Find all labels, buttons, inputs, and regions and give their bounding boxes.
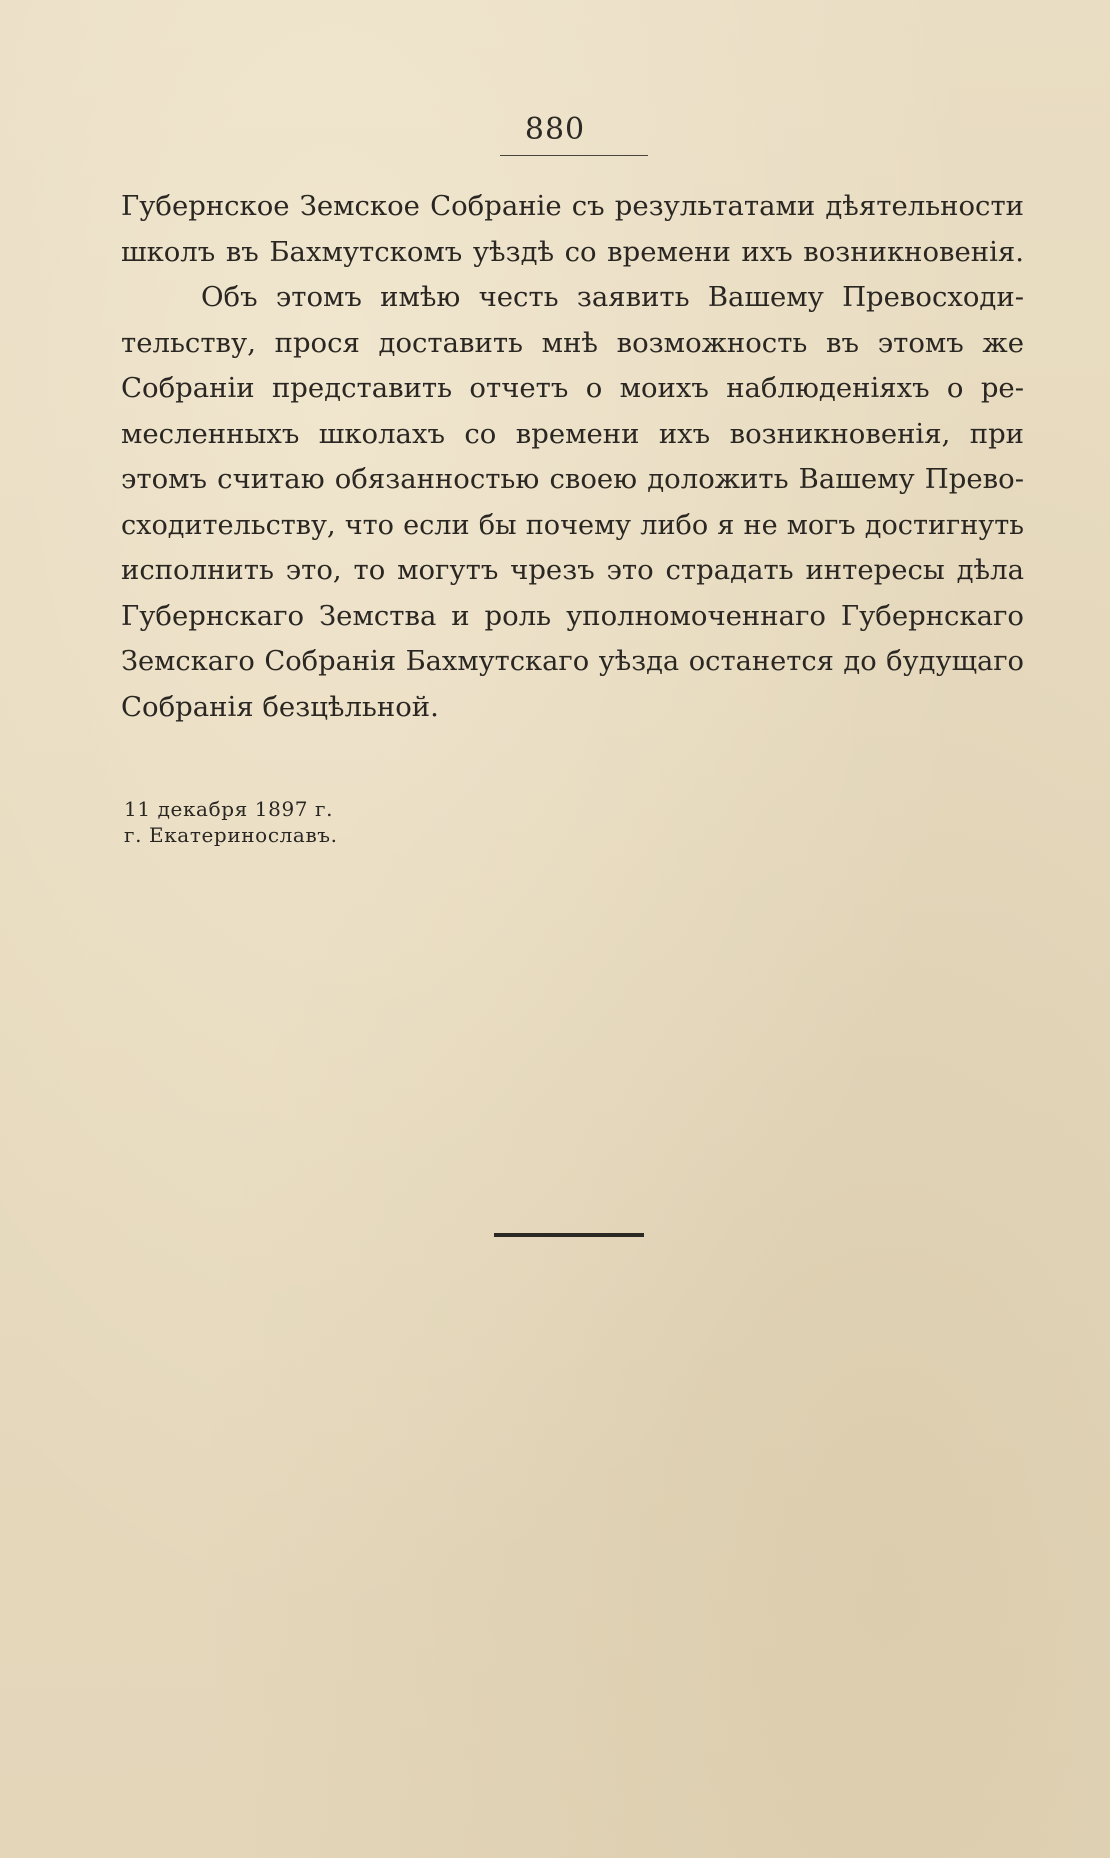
text-line: Земскаго Собранія Бахмутскаго уѣзда останется до будущаго: [121, 646, 1024, 677]
body-text: [121, 184, 1024, 730]
text-line: Губернскаго Земства и роль уполномоченнаго Губернскаго: [121, 599, 1024, 632]
signature-date: 11 декабря 1897 г.: [124, 797, 334, 821]
text-line: сходительству, что если бы почему либо я не могъ достигнуть: [121, 509, 1024, 541]
text-line: этомъ считаю обязанностью своею доложить Вашему Прево-: [121, 463, 1024, 495]
text-line: месленныхъ школахъ со времени ихъ возникновенія, при: [121, 417, 1024, 450]
text-line: Объ этомъ имѣю честь заявить Вашему Превосходи-: [201, 281, 1024, 313]
page-number: 880: [524, 112, 586, 147]
text-line: Собраніи представить отчетъ о моихъ наблюденіяхъ о ре-: [121, 372, 1024, 404]
text-line: Собранія безцѣльной.: [121, 690, 439, 723]
text-line: школъ въ Бахмутскомъ уѣздѣ со времени ихъ возникновенія.: [121, 235, 1024, 268]
text-line: исполнить это, то могутъ чрезъ это страдать интересы дѣла: [121, 554, 1024, 586]
text-line: тельству, прося доставить мнѣ возможность въ этомъ же: [121, 326, 1024, 359]
signature-block: [124, 796, 338, 848]
page-number-underline: [500, 155, 648, 156]
text-line: Губернское Земское Собраніе съ результатами дѣятельности: [121, 190, 1024, 222]
end-rule: [494, 1233, 644, 1237]
signature-place: г. Екатеринославъ.: [124, 823, 338, 847]
